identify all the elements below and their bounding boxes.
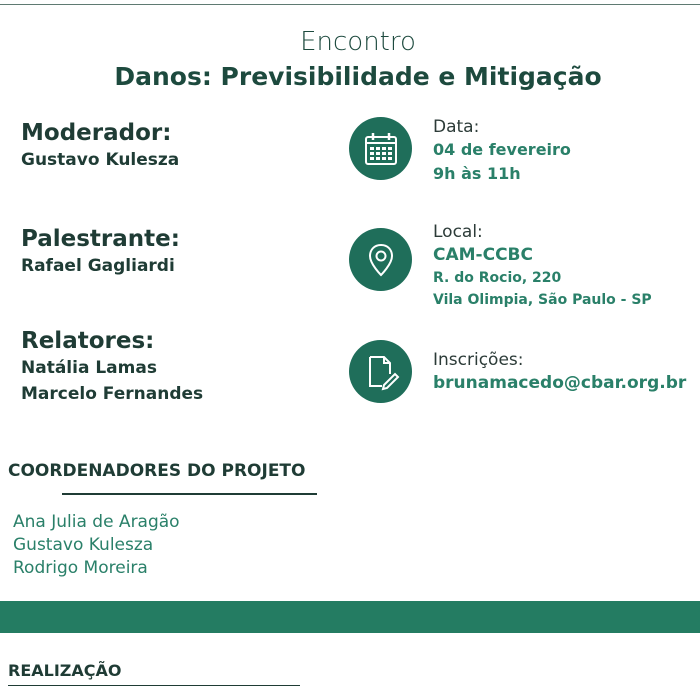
coordinators-divider (62, 493, 317, 495)
moderator-name: Gustavo Kulesza (21, 150, 180, 170)
speaker-label: Palestrante: (21, 226, 180, 252)
top-divider (0, 4, 700, 5)
event-title: Danos: Previsibilidade e Mitigação (114, 62, 602, 91)
rapporteurs-block (21, 327, 203, 407)
speaker-block (21, 225, 180, 279)
rapporteur-name: Natália Lamas (21, 358, 157, 378)
coordinators-list (13, 511, 180, 580)
speaker-name: Rafael Gagliardi (21, 256, 175, 276)
rapporteurs-label: Relatores: (21, 328, 155, 354)
registration-email[interactable]: brunamacedo@cbar.org.br (433, 373, 687, 393)
date-value: 04 de fevereiro (433, 140, 571, 159)
realizacao-title: REALIZAÇÃO (8, 661, 122, 680)
event-kicker: Encontro (300, 27, 416, 57)
document-edit-icon (349, 340, 412, 403)
coordinator-name: Gustavo Kulesza (13, 535, 154, 555)
event-header (0, 26, 700, 95)
time-value: 9h às 11h (433, 164, 521, 183)
coordinator-name: Rodrigo Moreira (13, 558, 148, 578)
address-city: Vila Olimpia, São Paulo - SP (433, 292, 652, 308)
location-info (433, 221, 652, 311)
location-pin-icon (349, 228, 412, 291)
moderator-block (21, 119, 179, 173)
moderator-label: Moderador: (21, 120, 172, 146)
venue-name: CAM-CCBC (433, 245, 533, 265)
calendar-icon (349, 117, 412, 180)
green-band (0, 601, 700, 633)
date-info (433, 116, 571, 186)
coordinator-name: Ana Julia de Aragão (13, 512, 180, 532)
location-label: Local: (433, 222, 483, 242)
date-label: Data: (433, 117, 480, 137)
rapporteur-name: Marcelo Fernandes (21, 384, 204, 404)
registration-info (433, 349, 686, 395)
address-street: R. do Rocio, 220 (433, 270, 562, 286)
realizacao-divider (8, 685, 300, 686)
coordinators-title: COORDENADORES DO PROJETO (8, 461, 306, 481)
registration-label: Inscrições: (433, 350, 524, 370)
